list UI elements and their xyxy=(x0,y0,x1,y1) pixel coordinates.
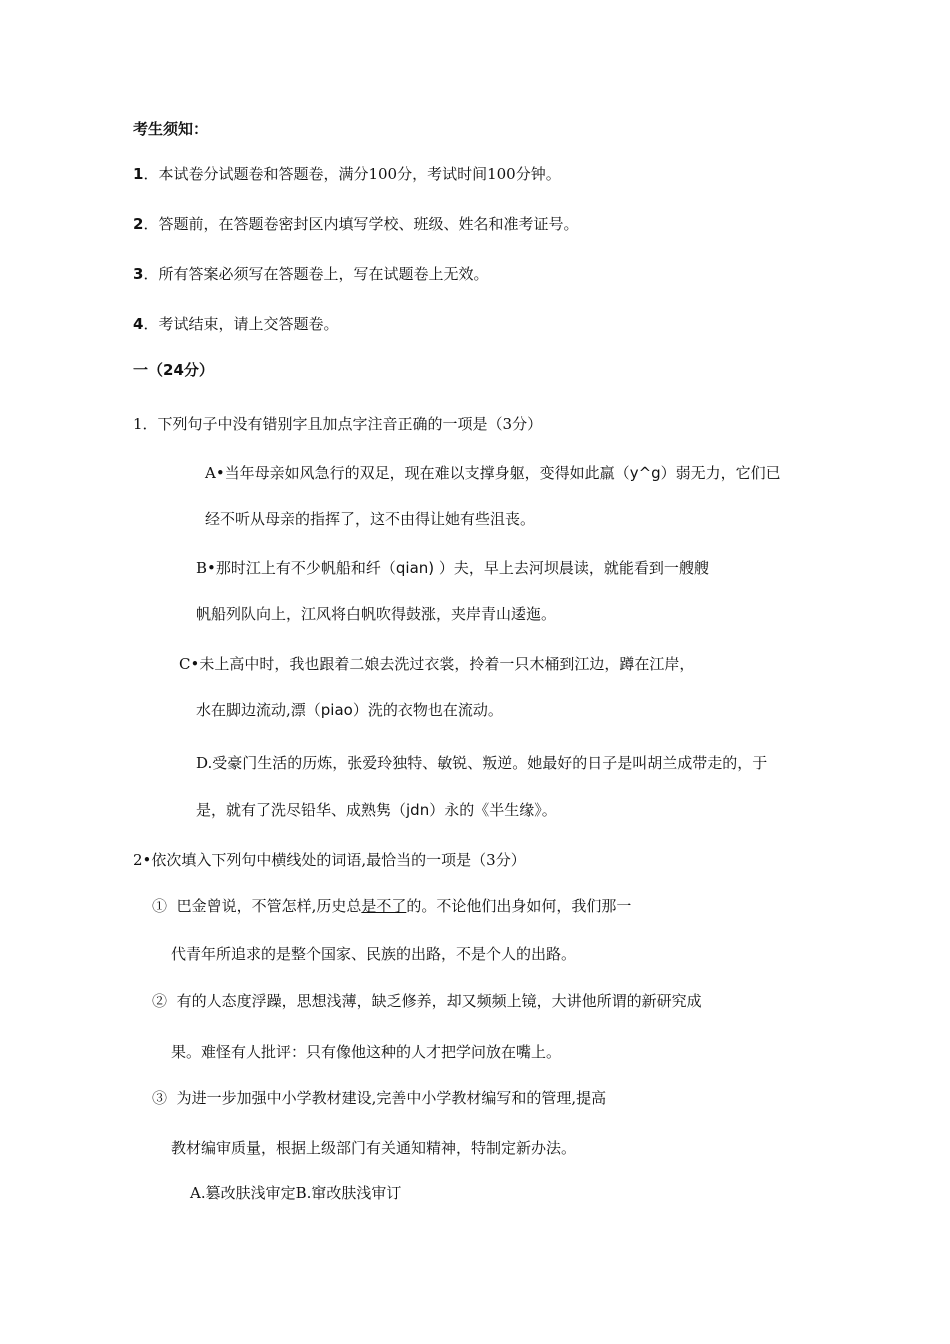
q1-option-c-line2 xyxy=(196,700,503,720)
section-heading xyxy=(133,360,214,380)
question-1-stem: 1．下列句子中没有错别字且加点字注音正确的一项是（3分） xyxy=(133,415,543,433)
text-segment: ）弱无力，它们已 xyxy=(660,464,781,482)
text-segment: 为进一步加强中小学教材建设,完善中小学教材编写和的管理,提高 xyxy=(176,1089,607,1107)
circled-number: ① xyxy=(152,897,168,915)
notice-item-text: 所有答案必须写在答题卷上，写在试题卷上无效。 xyxy=(158,265,489,283)
notice-item-3: 3．所有答案必须写在答题卷上，写在试题卷上无效。 xyxy=(133,265,489,283)
q1-option-b-line2: 帆船列队向上，江风将白帆吹得鼓涨，夹岸青山逶迤。 xyxy=(196,605,557,623)
q2-sentence-3-line2: 教材编审质量，根据上级部门有关通知精神，特制定新办法。 xyxy=(171,1139,577,1157)
q1-option-b-line1 xyxy=(196,558,709,578)
notice-item-text: 答题前，在答题卷密封区内填写学校、班级、姓名和准考证号。 xyxy=(158,215,579,233)
q1-option-d-line1: D.受豪门生活的历炼，张爱玲独特、敏锐、叛逆。她最好的日子是叫胡兰成带走的，于 xyxy=(196,754,768,772)
section-score: 24分 xyxy=(163,361,199,379)
section-prefix: 一（ xyxy=(133,361,164,379)
notice-item-text: 本试卷分试题卷和答题卷，满分100分，考试时间100分钟。 xyxy=(158,165,561,183)
pinyin: qian) xyxy=(395,559,439,577)
text-segment: ）永的《半生缘》。 xyxy=(429,801,557,819)
notice-item-4: 4．考试结束，请上交答题卷。 xyxy=(133,315,339,333)
underlined-text: 是不了 xyxy=(361,897,407,915)
pinyin: y^g xyxy=(629,464,661,482)
text-segment: ）洗的衣物也在流动。 xyxy=(352,701,503,719)
text-segment: ）夫，早上去河坝晨读，就能看到一艘艘 xyxy=(438,559,709,577)
q2-sentence-3-line1 xyxy=(152,1088,606,1108)
notice-item-number: 2 xyxy=(133,215,144,233)
q1-option-a-line2: 经不听从母亲的指挥了，这不由得让她有些沮丧。 xyxy=(205,510,536,528)
q2-options-line: A.篡改肤浅审定B.窜改肤浅审订 xyxy=(190,1184,402,1202)
notice-item-number: 4 xyxy=(133,315,144,333)
text-segment: 有的人态度浮躁，思想浅薄，缺乏修养，却又频频上镜，大讲他所谓的新研究成 xyxy=(176,992,702,1010)
text-segment: 的。不论他们出身如何，我们那一 xyxy=(406,897,632,915)
text-segment: B•那时江上有不少帆船和纤（ xyxy=(196,559,396,577)
text-segment: A•当年母亲如风急行的双足，现在难以支撑身躯，变得如此羸（ xyxy=(205,464,630,482)
circled-number: ② xyxy=(152,992,168,1010)
section-suffix: ） xyxy=(198,361,214,379)
q2-sentence-1-line1 xyxy=(152,896,631,916)
circled-number: ③ xyxy=(152,1089,168,1107)
q2-sentence-2-line2: 果。难怪有人批评：只有像他这种的人才把学问放在嘴上。 xyxy=(171,1043,562,1061)
q2-sentence-1-line2: 代青年所追求的是整个国家、民族的出路，不是个人的出路。 xyxy=(171,945,577,963)
notice-item-2: 2．答题前，在答题卷密封区内填写学校、班级、姓名和准考证号。 xyxy=(133,215,579,233)
q1-option-a-line1 xyxy=(205,463,781,483)
notice-item-number: 1 xyxy=(133,165,144,183)
text-segment: 是，就有了洗尽铅华、成熟隽（ xyxy=(196,801,407,819)
q1-option-c-line1: C•未上高中时，我也跟着二娘去洗过衣裳，拎着一只木桶到江边，蹲在江岸， xyxy=(179,655,695,673)
notice-item-text: 考试结束，请上交答题卷。 xyxy=(158,315,339,333)
text-segment: 巴金曾说，不管怎样,历史总 xyxy=(176,897,362,915)
notice-item-number: 3 xyxy=(133,265,144,283)
question-2-stem: 2•依次填入下列句中横线处的词语,最恰当的一项是（3分） xyxy=(133,851,526,869)
notice-title: 考生须知： xyxy=(133,120,209,138)
pinyin: jdn xyxy=(406,801,430,819)
text-segment: 水在脚边流动,漂（ xyxy=(196,701,321,719)
q1-option-d-line2 xyxy=(196,800,557,820)
notice-item-1: 1．本试卷分试题卷和答题卷，满分100分，考试时间100分钟。 xyxy=(133,165,561,183)
pinyin: piao xyxy=(320,701,353,719)
q2-sentence-2-line1 xyxy=(152,991,702,1011)
